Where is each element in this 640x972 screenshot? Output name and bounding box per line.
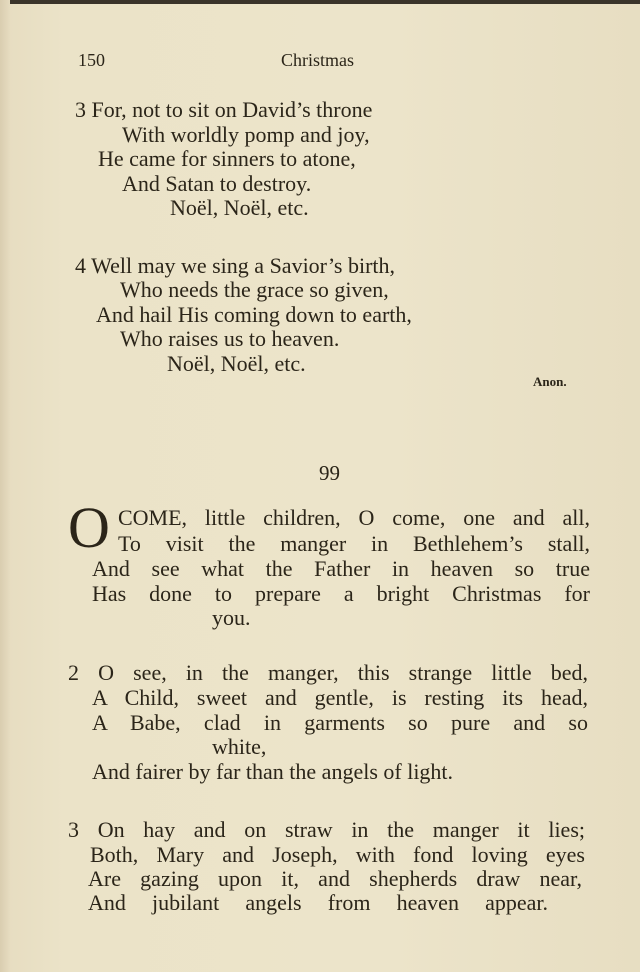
verse-line: A Child, sweet and gentle, is resting its head,	[92, 685, 588, 710]
verse-line: A Babe, clad in garments so pure and so	[92, 710, 588, 735]
verse-line: COME, little children, O come, one and all,	[118, 505, 590, 530]
refrain-line: Noël, Noël, etc.	[167, 351, 306, 376]
verse-line: Has done to prepare a bright Christmas for	[92, 581, 590, 606]
refrain-line: Noël, Noël, etc.	[170, 195, 309, 220]
running-head: Christmas	[281, 50, 355, 70]
page-gutter	[0, 0, 10, 972]
page-number: 150	[78, 50, 105, 70]
verse-line: 3 On hay and on straw in the manger it lies;	[68, 817, 585, 842]
page-top-edge	[0, 0, 640, 4]
verse-line: To visit the manger in Bethlehem’s stall,	[118, 531, 590, 556]
verse-line: And Satan to destroy.	[122, 171, 312, 196]
verse-line: And see what the Father in heaven so true	[92, 556, 590, 581]
verse-line: you.	[212, 605, 251, 630]
verse-line: 3 For, not to sit on David’s throne	[75, 97, 373, 122]
drop-cap: O	[68, 495, 110, 560]
attribution: Anon.	[533, 374, 567, 389]
verse-line: With worldly pomp and joy,	[122, 122, 370, 147]
verse-line: Who needs the grace so given,	[120, 277, 389, 302]
verse-line: And jubilant angels from heaven appear.	[88, 890, 548, 915]
verse-line: Who raises us to heaven.	[120, 326, 340, 351]
hymn-number: 99	[319, 461, 340, 485]
verse-line: Both, Mary and Joseph, with fond loving eyes	[90, 842, 585, 867]
verse-line: And fairer by far than the angels of light.	[92, 759, 454, 784]
verse-line: And hail His coming down to earth,	[96, 302, 412, 327]
verse-line: He came for sinners to atone,	[98, 146, 356, 171]
verse-line: white,	[212, 734, 267, 759]
verse-line: 4 Well may we sing a Savior’s birth,	[75, 253, 396, 278]
verse-line: 2 O see, in the manger, this strange little bed,	[68, 660, 588, 685]
verse-line: Are gazing upon it, and shepherds draw near,	[88, 866, 582, 891]
